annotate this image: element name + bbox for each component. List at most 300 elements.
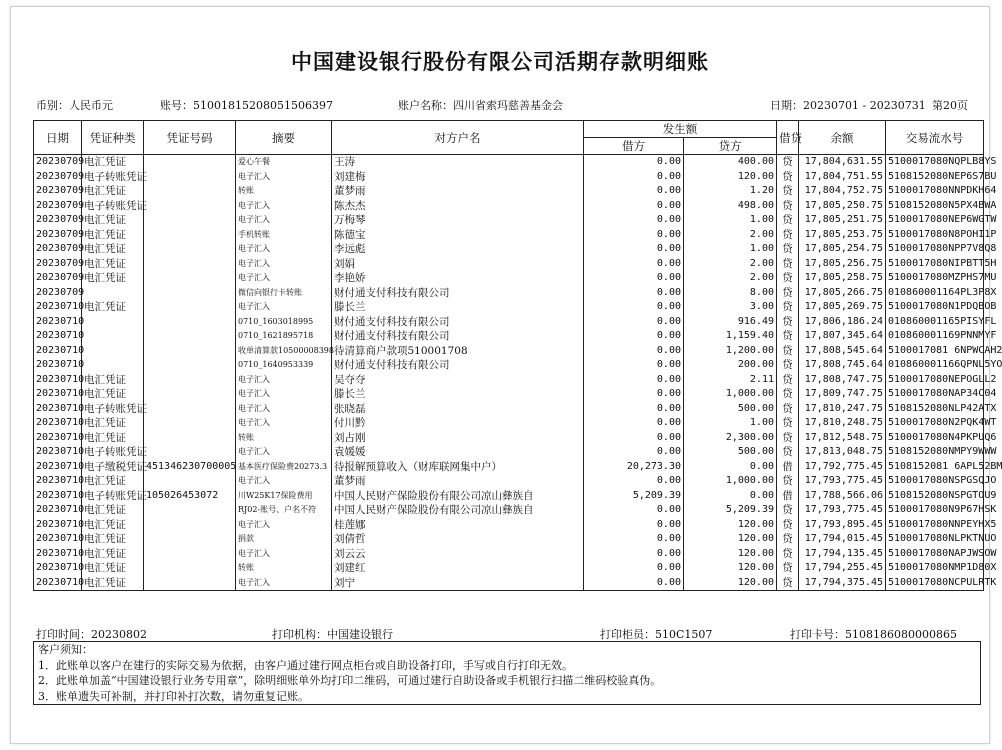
notes-item: 1．此账单以客户在建行的实际交易为依据，由客户通过建行网点柜台或自助设备打印，手写或自行打印无效。 (38, 658, 573, 672)
row-date: 20230710 (34, 460, 82, 475)
row-balance: 17,804,752.75 (799, 184, 886, 199)
row-voucher-number (144, 155, 236, 170)
row-counterparty: 滕长兰 (332, 387, 584, 402)
row-credit: 2.00 (684, 271, 777, 286)
header-voucher-number: 凭证号码 (144, 121, 236, 155)
row-date: 20230710 (34, 561, 82, 576)
row-voucher-number (144, 242, 236, 257)
row-serial: 5100017080NPP7V8Q8 (886, 242, 984, 257)
row-debit: 0.00 (584, 184, 684, 199)
row-serial: 5100017080NAPJWSOW (886, 547, 984, 562)
table-row (34, 547, 984, 562)
row-credit: 498.00 (684, 199, 777, 214)
table-row (34, 373, 984, 388)
row-debit: 0.00 (584, 416, 684, 431)
row-serial: 010860001165PISYFL (886, 315, 984, 330)
header-debit-credit: 借贷 (777, 121, 799, 155)
row-balance: 17,805,254.75 (799, 242, 886, 257)
row-debit: 0.00 (584, 271, 684, 286)
row-voucher-number (144, 373, 236, 388)
row-serial: 5100017080NCPULRTK (886, 576, 984, 591)
header-voucher-type: 凭证种类 (82, 121, 144, 155)
row-voucher-type: 电汇凭证 (82, 228, 144, 243)
row-balance: 17,805,269.75 (799, 300, 886, 315)
row-summary: 电子汇入 (236, 474, 332, 489)
row-serial: 5100017080NNPEYHX5 (886, 518, 984, 533)
row-voucher-number (144, 329, 236, 344)
row-counterparty: 刘云云 (332, 547, 584, 562)
row-counterparty: 财付通支付科技有限公司 (332, 329, 584, 344)
row-counterparty: 财付通支付科技有限公司 (332, 315, 584, 330)
row-credit: 120.00 (684, 576, 777, 591)
row-serial: 010860001166QPNL5YO (886, 358, 984, 373)
row-summary: 电子汇入 (236, 242, 332, 257)
row-serial: 5100017080NNPDKH64 (886, 184, 984, 199)
row-date: 20230709 (34, 170, 82, 185)
row-counterparty: 刘娟 (332, 257, 584, 272)
row-voucher-type: 电汇凭证 (82, 155, 144, 170)
row-debit: 0.00 (584, 344, 684, 359)
table-row (34, 300, 984, 315)
row-voucher-type: 电子缴税凭证 (82, 460, 144, 475)
row-credit: 120.00 (684, 561, 777, 576)
table-row (34, 474, 984, 489)
row-debit: 0.00 (584, 257, 684, 272)
row-debit-credit: 贷 (777, 445, 799, 460)
row-summary: 微信向银行卡转账 (236, 286, 332, 301)
row-debit-credit: 贷 (777, 402, 799, 417)
row-date: 20230710 (34, 474, 82, 489)
row-counterparty: 中国人民财产保险股份有限公司凉山彝族自 (332, 489, 584, 504)
row-debit-credit: 贷 (777, 547, 799, 562)
row-date: 20230710 (34, 431, 82, 446)
row-summary: 电子汇入 (236, 199, 332, 214)
page-number: 第20页 (932, 99, 968, 112)
row-voucher-number (144, 286, 236, 301)
notes-item: 3．账单遗失可补制，并打印补打次数，请勿重复记账。 (38, 689, 309, 703)
row-debit-credit: 贷 (777, 286, 799, 301)
row-date: 20230710 (34, 489, 82, 504)
row-credit: 2.00 (684, 228, 777, 243)
row-serial: 5100017080N1PDQBOB (886, 300, 984, 315)
row-credit: 916.49 (684, 315, 777, 330)
row-serial: 5108152080N5PX4BWA (886, 199, 984, 214)
row-debit-credit: 贷 (777, 416, 799, 431)
row-debit: 0.00 (584, 170, 684, 185)
row-debit: 0.00 (584, 431, 684, 446)
row-balance: 17,794,255.45 (799, 561, 886, 576)
row-summary: 电子汇入 (236, 402, 332, 417)
row-debit-credit: 贷 (777, 576, 799, 591)
row-credit: 8.00 (684, 286, 777, 301)
row-voucher-type: 电子转账凭证 (82, 489, 144, 504)
header-date: 日期 (34, 121, 82, 155)
row-balance: 17,805,251.75 (799, 213, 886, 228)
row-debit-credit: 贷 (777, 532, 799, 547)
row-counterparty: 刘倩哲 (332, 532, 584, 547)
row-serial: 5100017080NEPOGLL2 (886, 373, 984, 388)
row-voucher-type (82, 286, 144, 301)
row-balance: 17,793,775.45 (799, 503, 886, 518)
row-voucher-type: 电汇凭证 (82, 373, 144, 388)
row-voucher-type: 电子转账凭证 (82, 199, 144, 214)
row-serial: 5108152080NMPY9WWW (886, 445, 984, 460)
table-row (34, 518, 984, 533)
row-balance: 17,805,250.75 (799, 199, 886, 214)
header-balance: 余额 (799, 121, 886, 155)
row-serial: 5100017080NEP6WGTW (886, 213, 984, 228)
account-number: 账号：51001815208051506397 (160, 99, 333, 112)
row-debit-credit: 贷 (777, 170, 799, 185)
row-voucher-number (144, 547, 236, 562)
row-debit-credit: 贷 (777, 344, 799, 359)
row-credit: 3.00 (684, 300, 777, 315)
row-counterparty: 陈德宝 (332, 228, 584, 243)
row-summary: 0710_1603018995 (236, 315, 332, 330)
row-date: 20230710 (34, 373, 82, 388)
row-voucher-type: 电子转账凭证 (82, 170, 144, 185)
row-summary: 电子汇入 (236, 300, 332, 315)
row-voucher-type: 电汇凭证 (82, 242, 144, 257)
table-row (34, 503, 984, 518)
row-balance: 17,793,775.45 (799, 474, 886, 489)
row-debit: 0.00 (584, 518, 684, 533)
row-balance: 17,807,345.64 (799, 329, 886, 344)
row-debit-credit: 贷 (777, 431, 799, 446)
row-credit: 2.00 (684, 257, 777, 272)
print-card-number: 打印卡号：5108186080000865 (790, 628, 957, 641)
row-voucher-type: 电子转账凭证 (82, 402, 144, 417)
row-date: 20230709 (34, 228, 82, 243)
row-balance: 17,806,186.24 (799, 315, 886, 330)
row-debit-credit: 贷 (777, 300, 799, 315)
row-date: 20230709 (34, 271, 82, 286)
row-summary: 电子汇入 (236, 373, 332, 388)
row-voucher-type: 电汇凭证 (82, 257, 144, 272)
row-voucher-number (144, 228, 236, 243)
row-summary: 电子汇入 (236, 387, 332, 402)
row-voucher-number: 105026453072 (144, 489, 236, 504)
row-debit: 5,209.39 (584, 489, 684, 504)
document-title: 中国建设银行股份有限公司活期存款明细账 (291, 49, 709, 74)
row-debit-credit: 贷 (777, 373, 799, 388)
row-date: 20230709 (34, 213, 82, 228)
row-date: 20230710 (34, 300, 82, 315)
row-debit-credit: 贷 (777, 561, 799, 576)
row-debit-credit: 贷 (777, 228, 799, 243)
row-debit: 0.00 (584, 402, 684, 417)
row-credit: 120.00 (684, 170, 777, 185)
row-balance: 17,812,548.75 (799, 431, 886, 446)
row-voucher-number (144, 199, 236, 214)
row-serial: 5100017081 6NPWCAH2 (886, 344, 984, 359)
row-serial: 5100017080NMP1D80X (886, 561, 984, 576)
row-debit-credit: 借 (777, 489, 799, 504)
row-voucher-number (144, 532, 236, 547)
account-name: 账户名称：四川省索玛慈善基金会 (398, 99, 563, 112)
row-voucher-number (144, 416, 236, 431)
row-counterparty: 李艳娇 (332, 271, 584, 286)
row-debit: 0.00 (584, 228, 684, 243)
table-row (34, 532, 984, 547)
row-summary: 0710_1621895718 (236, 329, 332, 344)
row-credit: 1.00 (684, 416, 777, 431)
table-row (34, 387, 984, 402)
row-date: 20230709 (34, 286, 82, 301)
row-counterparty: 刘建梅 (332, 170, 584, 185)
header-serial: 交易流水号 (886, 121, 984, 155)
row-debit-credit: 贷 (777, 387, 799, 402)
row-debit: 0.00 (584, 532, 684, 547)
row-serial: 5100017080NQPLB8YS (886, 155, 984, 170)
row-voucher-type (82, 358, 144, 373)
row-voucher-type: 电汇凭证 (82, 213, 144, 228)
row-credit: 2.11 (684, 373, 777, 388)
row-date: 20230709 (34, 242, 82, 257)
row-serial: 5100017080NAP34C04 (886, 387, 984, 402)
row-date: 20230710 (34, 402, 82, 417)
row-voucher-type: 电汇凭证 (82, 184, 144, 199)
row-serial: 010860001169PNNMYF (886, 329, 984, 344)
row-summary: 电子汇入 (236, 257, 332, 272)
print-time: 打印时间：20230802 (36, 628, 147, 641)
table-row (34, 271, 984, 286)
row-debit-credit: 贷 (777, 503, 799, 518)
row-credit: 0.00 (684, 460, 777, 475)
row-counterparty: 万梅琴 (332, 213, 584, 228)
row-debit-credit: 贷 (777, 315, 799, 330)
row-debit: 0.00 (584, 286, 684, 301)
row-summary: 电子汇入 (236, 445, 332, 460)
row-balance: 17,794,135.45 (799, 547, 886, 562)
row-date: 20230710 (34, 576, 82, 591)
row-balance: 17,813,048.75 (799, 445, 886, 460)
row-debit: 0.00 (584, 242, 684, 257)
row-summary: 捐款 (236, 532, 332, 547)
row-summary: 手机转账 (236, 228, 332, 243)
row-summary: 电子汇入 (236, 271, 332, 286)
row-counterparty: 刘占刚 (332, 431, 584, 446)
row-voucher-number (144, 184, 236, 199)
row-summary: 0710_1640953339 (236, 358, 332, 373)
row-counterparty: 董梦雨 (332, 184, 584, 199)
row-voucher-type: 电子转账凭证 (82, 445, 144, 460)
row-debit: 0.00 (584, 503, 684, 518)
row-date: 20230710 (34, 503, 82, 518)
table-row (34, 576, 984, 591)
row-debit-credit: 贷 (777, 271, 799, 286)
row-counterparty: 陈杰杰 (332, 199, 584, 214)
table-row (34, 228, 984, 243)
row-debit: 0.00 (584, 315, 684, 330)
row-summary: 电子汇入 (236, 416, 332, 431)
row-credit: 500.00 (684, 445, 777, 460)
row-debit-credit: 贷 (777, 199, 799, 214)
row-debit-credit: 贷 (777, 257, 799, 272)
row-debit: 0.00 (584, 576, 684, 591)
row-credit: 1.20 (684, 184, 777, 199)
row-debit: 0.00 (584, 300, 684, 315)
row-balance: 17,810,247.75 (799, 402, 886, 417)
row-balance: 17,805,256.75 (799, 257, 886, 272)
row-voucher-type: 电汇凭证 (82, 518, 144, 533)
row-summary: 爱心午餐 (236, 155, 332, 170)
table-row (34, 315, 984, 330)
row-debit: 0.00 (584, 155, 684, 170)
row-voucher-number (144, 358, 236, 373)
row-summary: 电子汇入 (236, 576, 332, 591)
row-summary: 电子汇入 (236, 547, 332, 562)
row-date: 20230710 (34, 315, 82, 330)
row-voucher-number (144, 213, 236, 228)
row-date: 20230710 (34, 518, 82, 533)
row-balance: 17,793,895.45 (799, 518, 886, 533)
row-balance: 17,810,248.75 (799, 416, 886, 431)
row-credit: 120.00 (684, 532, 777, 547)
row-debit-credit: 借 (777, 460, 799, 475)
row-summary: 电子汇入 (236, 213, 332, 228)
row-voucher-type: 电汇凭证 (82, 474, 144, 489)
row-counterparty: 付川黔 (332, 416, 584, 431)
row-counterparty: 中国人民财产保险股份有限公司凉山彝族自 (332, 503, 584, 518)
row-voucher-type: 电汇凭证 (82, 503, 144, 518)
row-voucher-type (82, 344, 144, 359)
row-debit: 0.00 (584, 387, 684, 402)
row-debit: 0.00 (584, 373, 684, 388)
row-credit: 5,209.39 (684, 503, 777, 518)
ledger-table (33, 120, 1002, 591)
customer-notes (33, 641, 981, 705)
row-serial: 5100017080NLPKTNUO (886, 532, 984, 547)
row-voucher-type: 电汇凭证 (82, 416, 144, 431)
row-summary: 川W25K17保险费用 (236, 489, 332, 504)
row-serial: 5100017080N2PQK4WT (886, 416, 984, 431)
row-voucher-type: 电汇凭证 (82, 431, 144, 446)
row-date: 20230710 (34, 358, 82, 373)
row-credit: 500.00 (684, 402, 777, 417)
row-voucher-number (144, 445, 236, 460)
row-voucher-type: 电汇凭证 (82, 387, 144, 402)
row-voucher-number (144, 300, 236, 315)
row-debit-credit: 贷 (777, 155, 799, 170)
row-voucher-number (144, 474, 236, 489)
row-debit: 0.00 (584, 329, 684, 344)
row-date: 20230709 (34, 257, 82, 272)
row-voucher-type: 电汇凭证 (82, 561, 144, 576)
row-voucher-number (144, 561, 236, 576)
row-serial: 5100017080MZPHS7MU (886, 271, 984, 286)
row-credit: 1.00 (684, 213, 777, 228)
row-voucher-number (144, 257, 236, 272)
row-debit: 0.00 (584, 445, 684, 460)
row-credit: 1,000.00 (684, 387, 777, 402)
row-counterparty: 滕长兰 (332, 300, 584, 315)
row-counterparty: 董梦雨 (332, 474, 584, 489)
row-serial: 5100017080N9P67HSK (886, 503, 984, 518)
row-voucher-type (82, 329, 144, 344)
row-debit-credit: 贷 (777, 213, 799, 228)
row-credit: 1.00 (684, 242, 777, 257)
row-summary: 基本医疗保险费20273.3 (236, 460, 332, 475)
table-row (34, 242, 984, 257)
row-credit: 120.00 (684, 518, 777, 533)
header-summary: 摘要 (236, 121, 332, 155)
row-counterparty: 刘建红 (332, 561, 584, 576)
row-date: 20230710 (34, 532, 82, 547)
row-balance: 17,805,258.75 (799, 271, 886, 286)
header-credit: 贷方 (684, 138, 777, 155)
row-debit: 0.00 (584, 199, 684, 214)
row-credit: 0.00 (684, 489, 777, 504)
header-amount: 发生额 (584, 121, 777, 138)
row-counterparty: 袁媛媛 (332, 445, 584, 460)
row-balance: 17,808,747.75 (799, 373, 886, 388)
table-row (34, 184, 984, 199)
row-balance: 17,809,747.75 (799, 387, 886, 402)
row-balance: 17,808,745.64 (799, 358, 886, 373)
row-balance: 17,792,775.45 (799, 460, 886, 475)
row-debit-credit: 贷 (777, 242, 799, 257)
row-balance: 17,805,253.75 (799, 228, 886, 243)
row-voucher-number (144, 315, 236, 330)
row-voucher-type: 电汇凭证 (82, 532, 144, 547)
row-voucher-type: 电汇凭证 (82, 300, 144, 315)
row-balance: 17,794,375.45 (799, 576, 886, 591)
table-row (34, 489, 984, 504)
row-credit: 200.00 (684, 358, 777, 373)
table-row (34, 416, 984, 431)
row-date: 20230709 (34, 199, 82, 214)
row-summary: 电子汇入 (236, 170, 332, 185)
row-date: 20230710 (34, 445, 82, 460)
row-debit-credit: 贷 (777, 474, 799, 489)
row-serial: 5100017080NSPGSQJO (886, 474, 984, 489)
row-date: 20230710 (34, 416, 82, 431)
row-counterparty: 刘宁 (332, 576, 584, 591)
row-counterparty: 待报解预算收入（财库联网集中户） (332, 460, 584, 475)
row-summary: 收单清算款10500008398 (236, 344, 332, 359)
row-date: 20230710 (34, 329, 82, 344)
row-counterparty: 财付通支付科技有限公司 (332, 358, 584, 373)
row-debit-credit: 贷 (777, 184, 799, 199)
row-balance: 17,788,566.06 (799, 489, 886, 504)
row-serial: 5108152080NEP6S7BU (886, 170, 984, 185)
row-summary: 转账 (236, 431, 332, 446)
table-row (34, 286, 984, 301)
row-serial: 5100017080NIPBTT5H (886, 257, 984, 272)
row-serial: 5108152080NSPGTOU9 (886, 489, 984, 504)
table-row (34, 199, 984, 214)
row-date: 20230710 (34, 547, 82, 562)
row-debit: 20,273.30 (584, 460, 684, 475)
row-debit: 0.00 (584, 213, 684, 228)
row-credit: 1,159.40 (684, 329, 777, 344)
currency-label: 币别：人民币元 (36, 99, 113, 112)
row-counterparty: 吴夺夺 (332, 373, 584, 388)
row-serial: 5108152080NLP42ATX (886, 402, 984, 417)
row-summary: 电子汇入 (236, 518, 332, 533)
print-organization: 打印机构：中国建设银行 (272, 628, 393, 641)
row-debit: 0.00 (584, 474, 684, 489)
notes-heading: 客户须知： (38, 643, 93, 656)
row-credit: 1,000.00 (684, 474, 777, 489)
row-date: 20230709 (34, 155, 82, 170)
table-row (34, 358, 984, 373)
row-voucher-number (144, 402, 236, 417)
row-debit-credit: 贷 (777, 329, 799, 344)
row-summary: 转账 (236, 561, 332, 576)
row-voucher-number (144, 576, 236, 591)
